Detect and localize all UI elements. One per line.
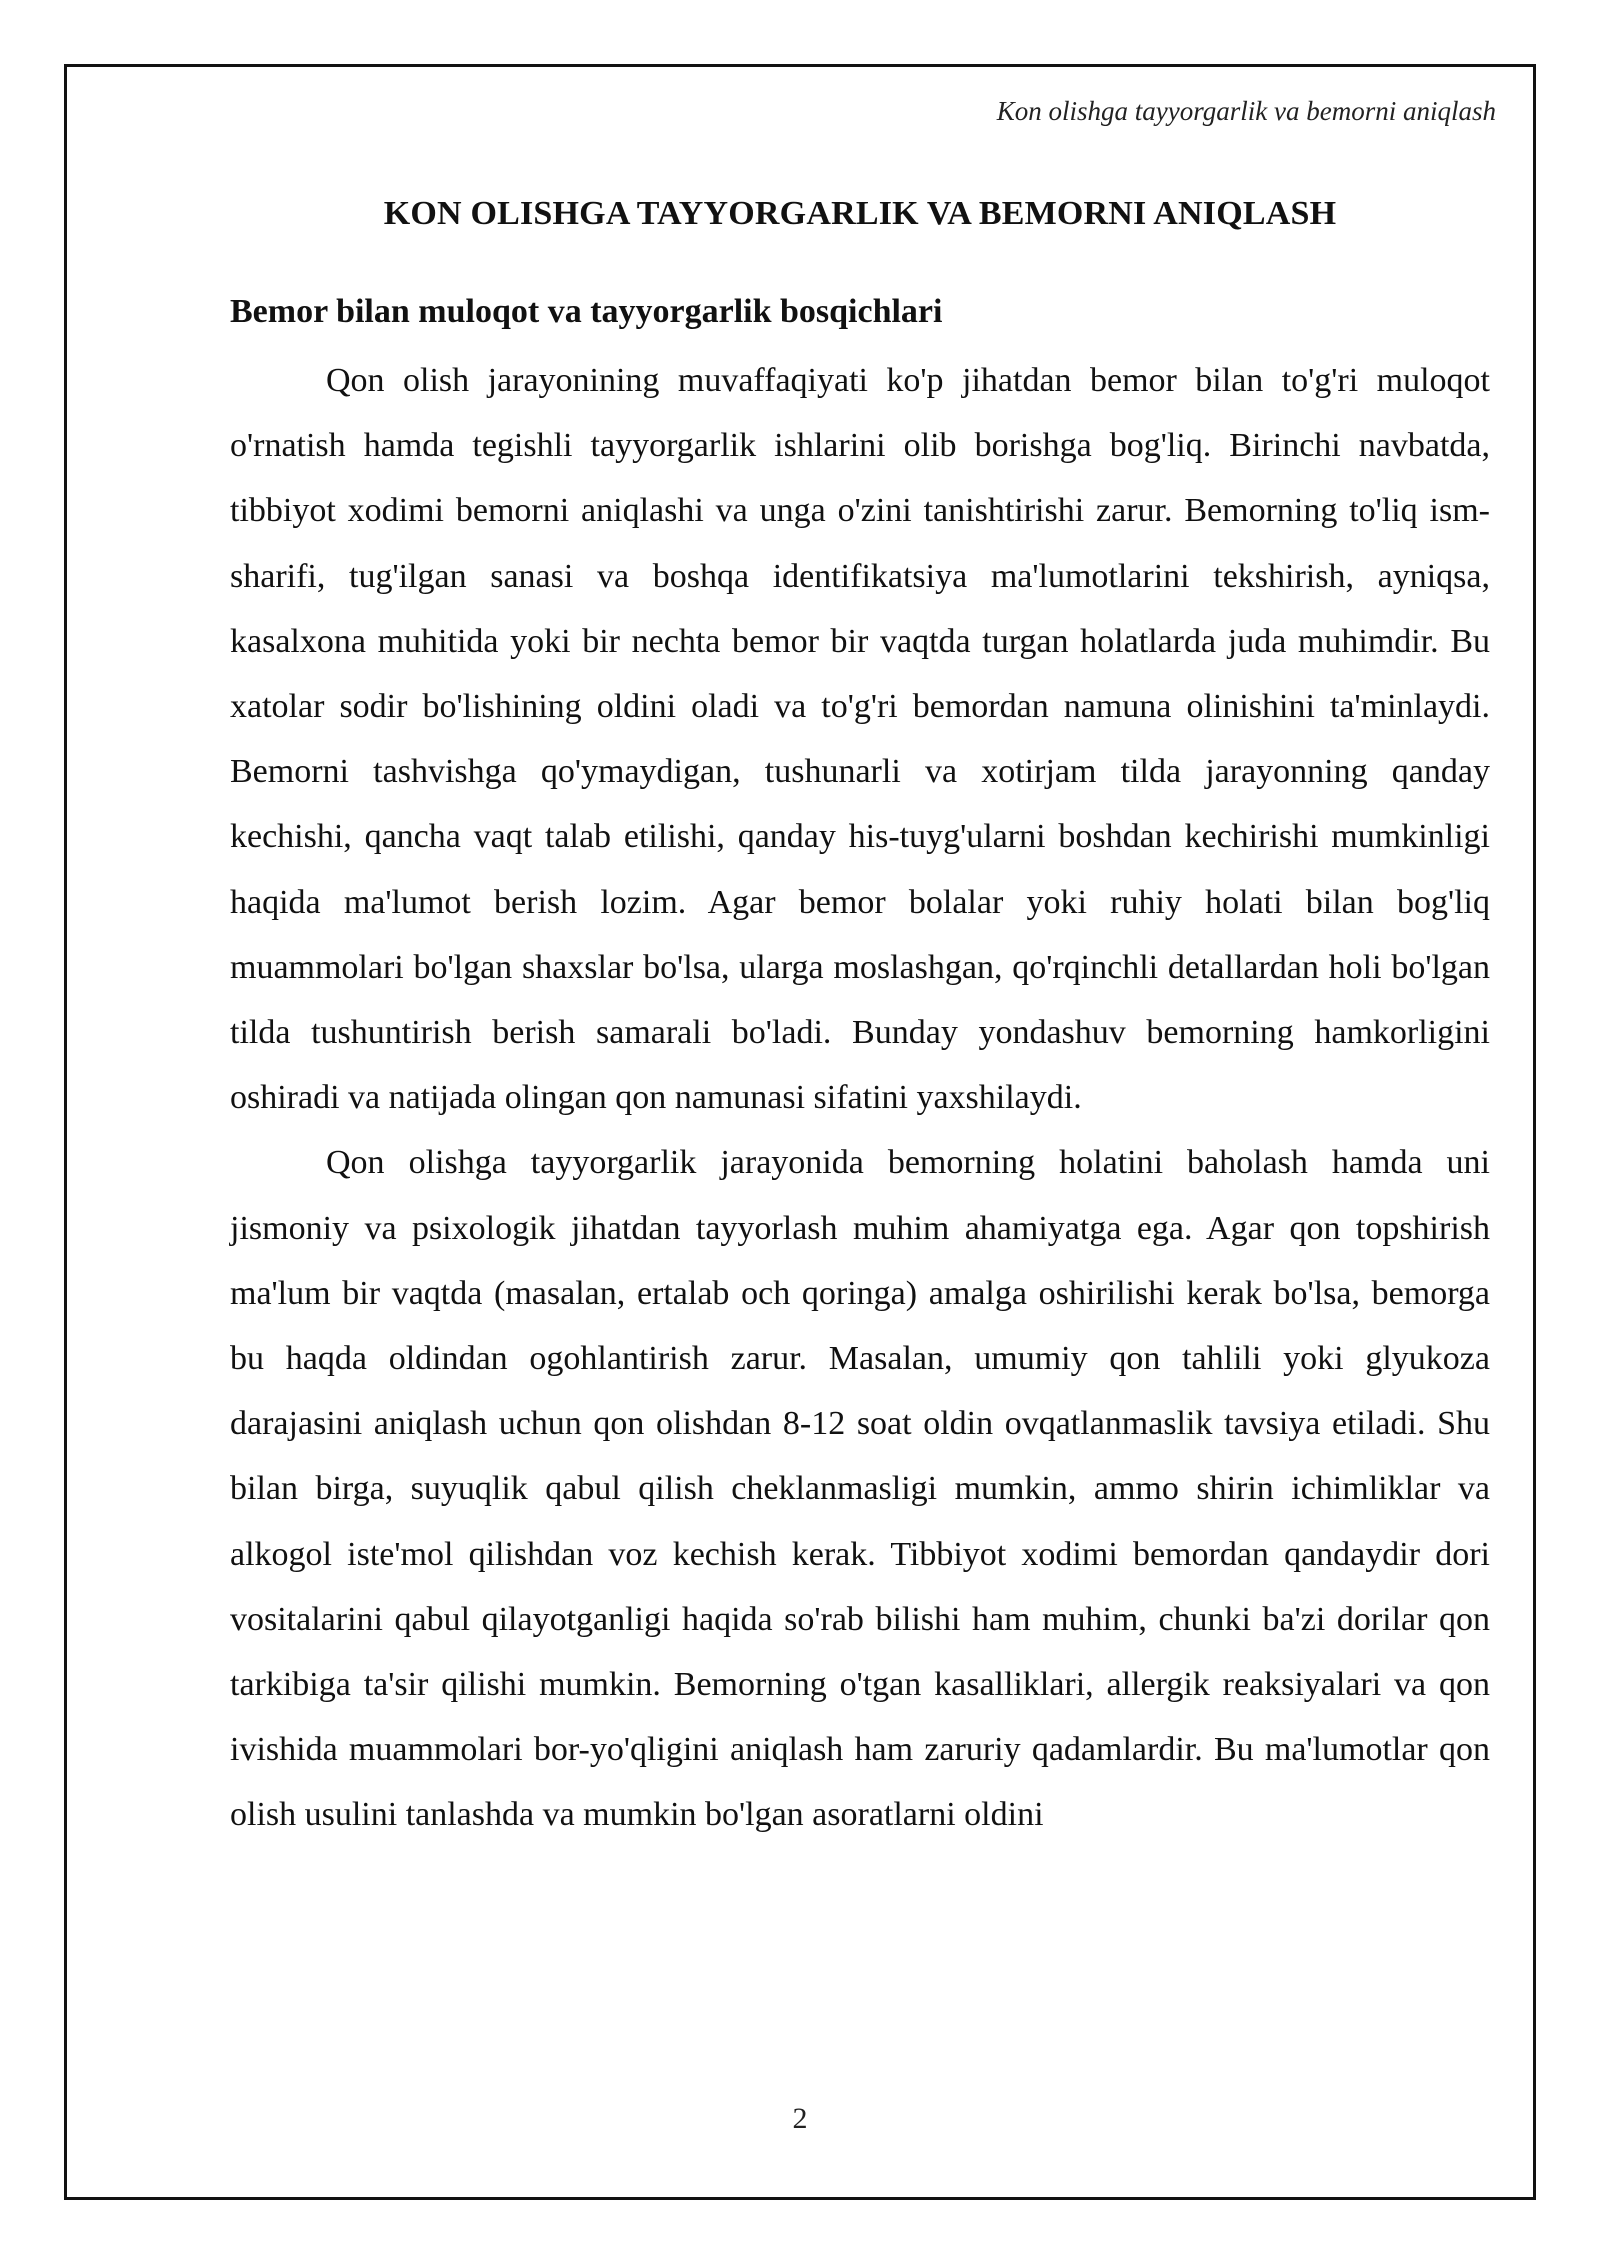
page-number: 2 bbox=[792, 2102, 808, 2135]
running-header: Kon olishga tayyorgarlik va bemorni aniqlash bbox=[996, 96, 1496, 126]
section-heading: Bemor bilan muloqot va tayyorgarlik bosqichlari bbox=[230, 293, 943, 330]
body-paragraph: Qon olishga tayyorgarlik jarayonida bemorning holatini baholash hamda uni jismoniy va psixologik jihatdan tayyorlash muhim ahamiyatga ega. Agar qon topshirish ma'lum bir vaqtda (masalan, ertalab och qoringa) amalga oshirilishi kerak bo'lsa, bemorga bu haqda oldindan ogohlantirish zarur. Masalan, umumiy qon tahlili yoki glyukoza darajasini aniqlash uchun qon olishdan 8-12 soat oldin ovqatlanmaslik tavsiya etiladi. Shu bilan birga, suyuqlik qabul qilish cheklanmasligi mumkin, ammo shirin ichimliklar va alkogol iste'mol qilishdan voz kechish kerak. Tibbiyot xodimi bemordan qandaydir dori vositalarini qabul qilayotganligi haqida so'rab bilishi ham muhim, chunki ba'zi dorilar qon tarkibiga ta'sir qilishi mumkin. Bemorning o'tgan kasalliklari, allergik reaksiyalari va qon ivishida muammolari bor-yo'qligini aniqlash ham zaruriy qadamlardir. Bu ma'lumotlar qon olish usulini tanlashda va mumkin bo'lgan asoratlarni oldini bbox=[230, 1144, 1490, 1834]
body-paragraph: Qon olish jarayonining muvaffaqiyati ko'p jihatdan bemor bilan to'g'ri muloqot o'rnatish hamda tegishli tayyorgarlik ishlarini olib borishga bog'liq. Birinchi navbatda, tibbiyot xodimi bemorni aniqlashi va unga o'zini tanishtirishi zarur. Bemorning to'liq ism-sharifi, tug'ilgan sanasi va boshqa identifikatsiya ma'lumotlarini tekshirish, ayniqsa, kasalxona muhitida yoki bir nechta bemor bir vaqtda turgan holatlarda juda muhimdir. Bu xatolar sodir bo'lishining oldini oladi va to'g'ri bemordan namuna olinishini ta'minlaydi. Bemorni tashvishga qo'ymaydigan, tushunarli va xotirjam tilda jarayonning qanday kechishi, qancha vaqt talab etilishi, qanday his-tuyg'ularni boshdan kechirishi mumkinligi haqida ma'lumot berish lozim. Agar bemor bolalar yoki ruhiy holati bilan bog'liq muammolari bo'lgan shaxslar bo'lsa, ularga moslashgan, qo'rqinchli detallardan holi bo'lgan tilda tushuntirish berish samarali bo'ladi. Bunday yondashuv bemorning hamkorligini oshiradi va natijada olingan qon namunasi sifatini yaxshilaydi. bbox=[230, 362, 1490, 1117]
document-title: KON OLISHGA TAYYORGARLIK VA BEMORNI ANIQLASH bbox=[383, 195, 1337, 232]
page-content bbox=[230, 188, 1490, 1848]
